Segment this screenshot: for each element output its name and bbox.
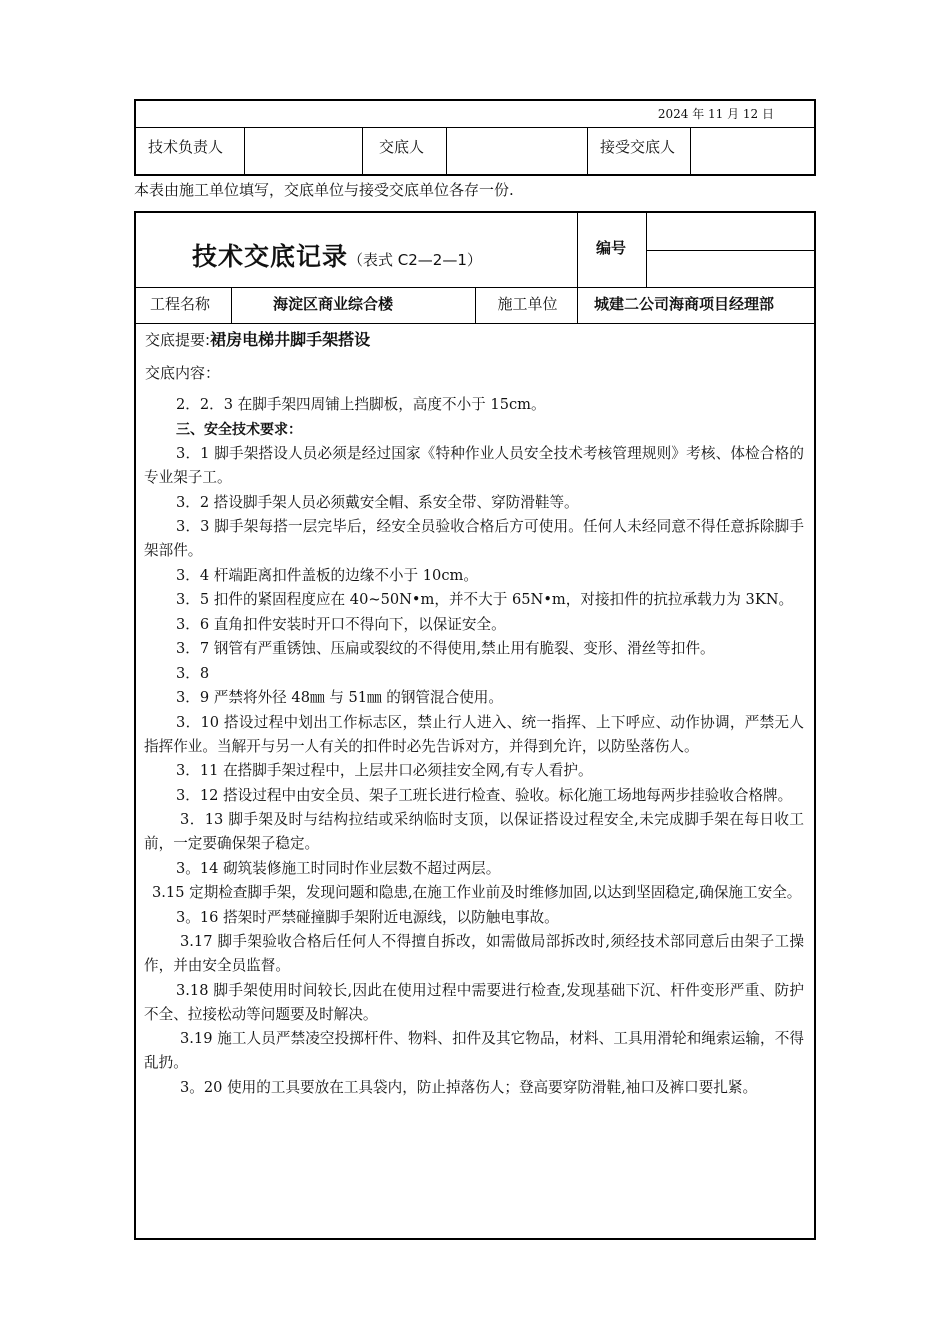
signature-table bbox=[134, 99, 816, 176]
content-paragraph: 3．6 直角扣件安装时开口不得向下，以保证安全。 bbox=[176, 615, 506, 633]
content-paragraph: 2．2．3 在脚手架四周铺上挡脚板，高度不小于 15cm。 bbox=[176, 396, 546, 413]
briefing-content bbox=[144, 393, 804, 1100]
content-paragraph: 3．11 在搭脚手架过程中，上层井口必须挂安全网,有专人看护。 bbox=[176, 762, 593, 779]
content-paragraph: 3．10 搭设过程中划出工作标志区，禁止行人进入、统一指挥、上下呼应、动作协调，严禁无人指挥作业。当解开与另一人有关的扣件时必先告诉对方，并得到允许，以防坠落伤人。 bbox=[144, 713, 804, 755]
form-note: 本表由施工单位填写，交底单位与接受交底单位各存一份. bbox=[134, 181, 514, 199]
briefing-summary bbox=[145, 327, 370, 350]
content-paragraph: 3.17 脚手架验收合格后任何人不得擅自拆改，如需做局部拆改时,须经技术部同意后由架子工操作，并由安全员监督。 bbox=[144, 933, 804, 974]
content-paragraph: 3．7 钢管有严重锈蚀、压扁或裂纹的不得使用,禁止用有脆裂、变形、滑丝等扣件。 bbox=[176, 640, 715, 657]
handover-label: 交底人 bbox=[379, 138, 425, 156]
tech-lead-signature-field[interactable] bbox=[245, 128, 362, 176]
date-field: 2024 年 11 月 12 日 bbox=[136, 101, 814, 128]
content-paragraph: 3.15 定期检查脚手架，发现问题和隐患,在施工作业前及时维修加固,以达到坚固稳定,确保施工安全。 bbox=[152, 884, 802, 901]
content-paragraph: 3。14 砌筑装修施工时同时作业层数不超过两层。 bbox=[176, 859, 501, 877]
content-paragraph: 3．9 严禁将外径 48㎜ 与 51㎜ 的钢管混合使用。 bbox=[176, 689, 503, 706]
content-paragraph: 3．3 脚手架每搭一层完毕后，经安全员验收合格后方可使用。任何人未经同意不得任意拆除脚手架部件。 bbox=[144, 518, 804, 559]
content-paragraph: 3．2 搭设脚手架人员必须戴安全帽、系安全带、穿防滑鞋等。 bbox=[176, 493, 579, 511]
handover-signature-field[interactable] bbox=[447, 128, 587, 176]
number-field-2[interactable] bbox=[647, 251, 814, 287]
receiver-label: 接受交底人 bbox=[600, 138, 676, 156]
content-paragraph: 3。16 搭架时严禁碰撞脚手架附近电源线，以防触电事故。 bbox=[176, 908, 559, 926]
content-paragraph: 3．4 杆端距离扣件盖板的边缘不小于 10cm。 bbox=[176, 566, 478, 584]
summary-label: 交底提要: bbox=[145, 331, 211, 349]
content-paragraph: 3．1 脚手架搭设人员必须是经过国家《特种作业人员安全技术考核管理规则》考核、体检合格的专业架子工。 bbox=[144, 445, 804, 486]
contractor-value: 城建二公司海商项目经理部 bbox=[594, 295, 775, 313]
content-paragraph: 3.19 施工人员严禁凌空投掷杆件、物料、扣件及其它物品，材料、工具用滑轮和绳索运输，不得乱扔。 bbox=[144, 1030, 804, 1071]
content-paragraph: 3.18 脚手架使用时间较长,因此在使用过程中需要进行检查,发现基础下沉、杆件变形严重、防护不全、拉接松动等问题要及时解决。 bbox=[144, 981, 804, 1023]
record-title bbox=[192, 237, 482, 273]
section-heading: 三、安全技术要求： bbox=[176, 421, 302, 438]
content-paragraph: 3．5 扣件的紧固程度应在 40~50N•m，并不大于 65N•m，对接扣件的抗拉承载力为 3KN。 bbox=[176, 591, 794, 608]
form-code: （表式 C2—2—1） bbox=[348, 251, 482, 269]
content-paragraph: 3．13 脚手架及时与结构拉结或采纳临时支顶，以保证搭设过程安全,未完成脚手架在每日收工前，一定要确保架子稳定。 bbox=[144, 811, 804, 852]
project-name-label: 工程名称 bbox=[150, 295, 211, 313]
number-label: 编号 bbox=[596, 239, 627, 257]
content-paragraph: 3．8 bbox=[176, 664, 210, 682]
receiver-signature-field[interactable] bbox=[691, 128, 814, 176]
content-paragraph: 3。20 使用的工具要放在工具袋内，防止掉落伤人；登高要穿防滑鞋,袖口及裤口要扎紧。 bbox=[180, 1078, 758, 1096]
record-title-text: 技术交底记录 bbox=[192, 242, 349, 271]
content-label: 交底内容： bbox=[145, 364, 221, 382]
content-paragraph: 3．12 搭设过程中由安全员、架子工班长进行检查、验收。标化施工场地每两步挂验收合格牌。 bbox=[176, 786, 793, 804]
summary-value: 裙房电梯井脚手架搭设 bbox=[210, 330, 371, 349]
number-field-1[interactable] bbox=[647, 213, 814, 250]
contractor-label: 施工单位 bbox=[497, 295, 558, 313]
technical-briefing-record bbox=[134, 211, 816, 1240]
project-name-value: 海淀区商业综合楼 bbox=[273, 295, 394, 313]
tech-lead-label: 技术负责人 bbox=[148, 138, 224, 156]
